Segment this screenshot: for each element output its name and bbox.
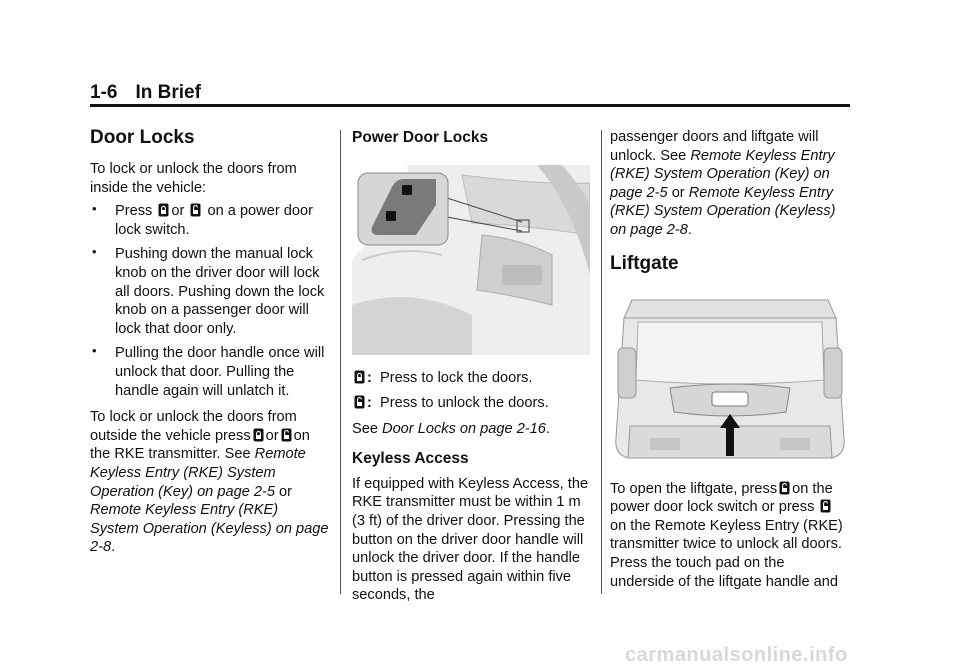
legend-unlock xyxy=(352,394,590,413)
continuation-pre: passenger doors and liftgate will unlock. See xyxy=(610,129,819,164)
outside-mid: or xyxy=(265,427,279,444)
bullet1-post: on a power door lock switch. xyxy=(115,203,313,238)
or-word: or xyxy=(671,184,685,201)
column-divider-2 xyxy=(601,130,602,594)
liftgate-heading: Liftgate xyxy=(610,252,679,274)
outside-post: on the RKE transmitter. See xyxy=(90,427,310,463)
liftgate-paragraph xyxy=(610,480,850,592)
period: . xyxy=(687,221,692,238)
lock-description: Press to lock the doors. xyxy=(379,370,533,386)
legend-lock xyxy=(352,369,590,388)
open-post: on the Remote Keyless Entry (RKE) transmitter twice to unlock all doors. Press the touch pad on the underside of the liftgate handle and xyxy=(610,517,843,590)
keyless-paragraph: If equipped with Keyless Access, the RKE transmitter must be within 1 m (3 ft) of the driver door. Pressing the button on the driver door handle will unlock the driver door. If the handle button is pressed again within five seconds, the xyxy=(352,475,589,604)
page-number: 1-6 xyxy=(90,82,118,103)
lock-icon xyxy=(354,370,365,384)
lock-icon xyxy=(158,203,169,217)
see-paragraph xyxy=(352,420,590,439)
unlock-icon xyxy=(820,499,831,513)
bullet1-pre: Press xyxy=(115,203,153,220)
outside-pre: To lock or unlock the doors from outside the vehicle press xyxy=(90,409,297,444)
colon: : xyxy=(367,370,372,386)
open-pre: To open the liftgate, press xyxy=(610,480,778,497)
column-2 xyxy=(352,128,590,610)
unlock-icon xyxy=(190,203,201,217)
door-lock-switch-illustration xyxy=(352,165,590,355)
see-word: See xyxy=(352,421,378,438)
period: . xyxy=(111,539,116,556)
header-rule xyxy=(90,104,850,107)
unlock-icon xyxy=(354,395,365,409)
cross-reference-link[interactable]: Remote Keyless Entry (RKE) System Operation (Key) on page 2-5 xyxy=(90,446,306,500)
power-door-locks-heading: Power Door Locks xyxy=(352,129,489,146)
liftgate-illustration xyxy=(610,288,850,468)
unlock-icon xyxy=(779,481,790,495)
column-divider-1 xyxy=(340,130,341,594)
list-item: • Pushing down the manual lock knob on the driver door will lock all doors. Pushing down the lock knob on a passenger door will lock that door only. xyxy=(90,245,330,338)
open-mid: on the power door lock switch or press xyxy=(610,480,833,516)
keyless-access-heading: Keyless Access xyxy=(352,449,469,467)
section-title: In Brief xyxy=(135,82,201,103)
column-1 xyxy=(90,126,330,562)
outside-paragraph xyxy=(90,408,330,557)
list-item xyxy=(90,202,330,239)
lock-icon xyxy=(253,428,264,442)
colon: : xyxy=(367,394,372,411)
bullet1-mid: or xyxy=(171,203,185,220)
switch-legend xyxy=(352,369,590,412)
list-item: • Pulling the door handle once will unlock that door. Pulling the handle again will unlatch it. xyxy=(90,344,330,400)
running-header xyxy=(90,82,201,104)
or-word: or xyxy=(279,483,293,500)
continuation-paragraph xyxy=(610,128,850,240)
unlock-icon xyxy=(281,428,292,442)
period: . xyxy=(545,421,550,438)
inside-bullet-list xyxy=(90,202,330,400)
intro-inside: To lock or unlock the doors from inside the vehicle: xyxy=(90,161,297,196)
cross-reference-link[interactable]: Door Locks on page 2-16 xyxy=(382,421,546,438)
watermark: carmanualsonline.info xyxy=(625,644,848,666)
cross-reference-link[interactable]: Remote Keyless Entry (RKE) System Operation (Key) on page 2-5 xyxy=(610,147,835,201)
door-locks-heading: Door Locks xyxy=(90,127,195,148)
cross-reference-link[interactable]: Remote Keyless Entry (RKE) System Operation (Keyless) on page 2-8 xyxy=(610,184,836,238)
cross-reference-link[interactable]: Remote Keyless Entry (RKE) System Operation (Keyless) on page 2-8 xyxy=(90,502,329,556)
column-3 xyxy=(610,128,850,596)
unlock-description: Press to unlock the doors. xyxy=(379,394,549,411)
